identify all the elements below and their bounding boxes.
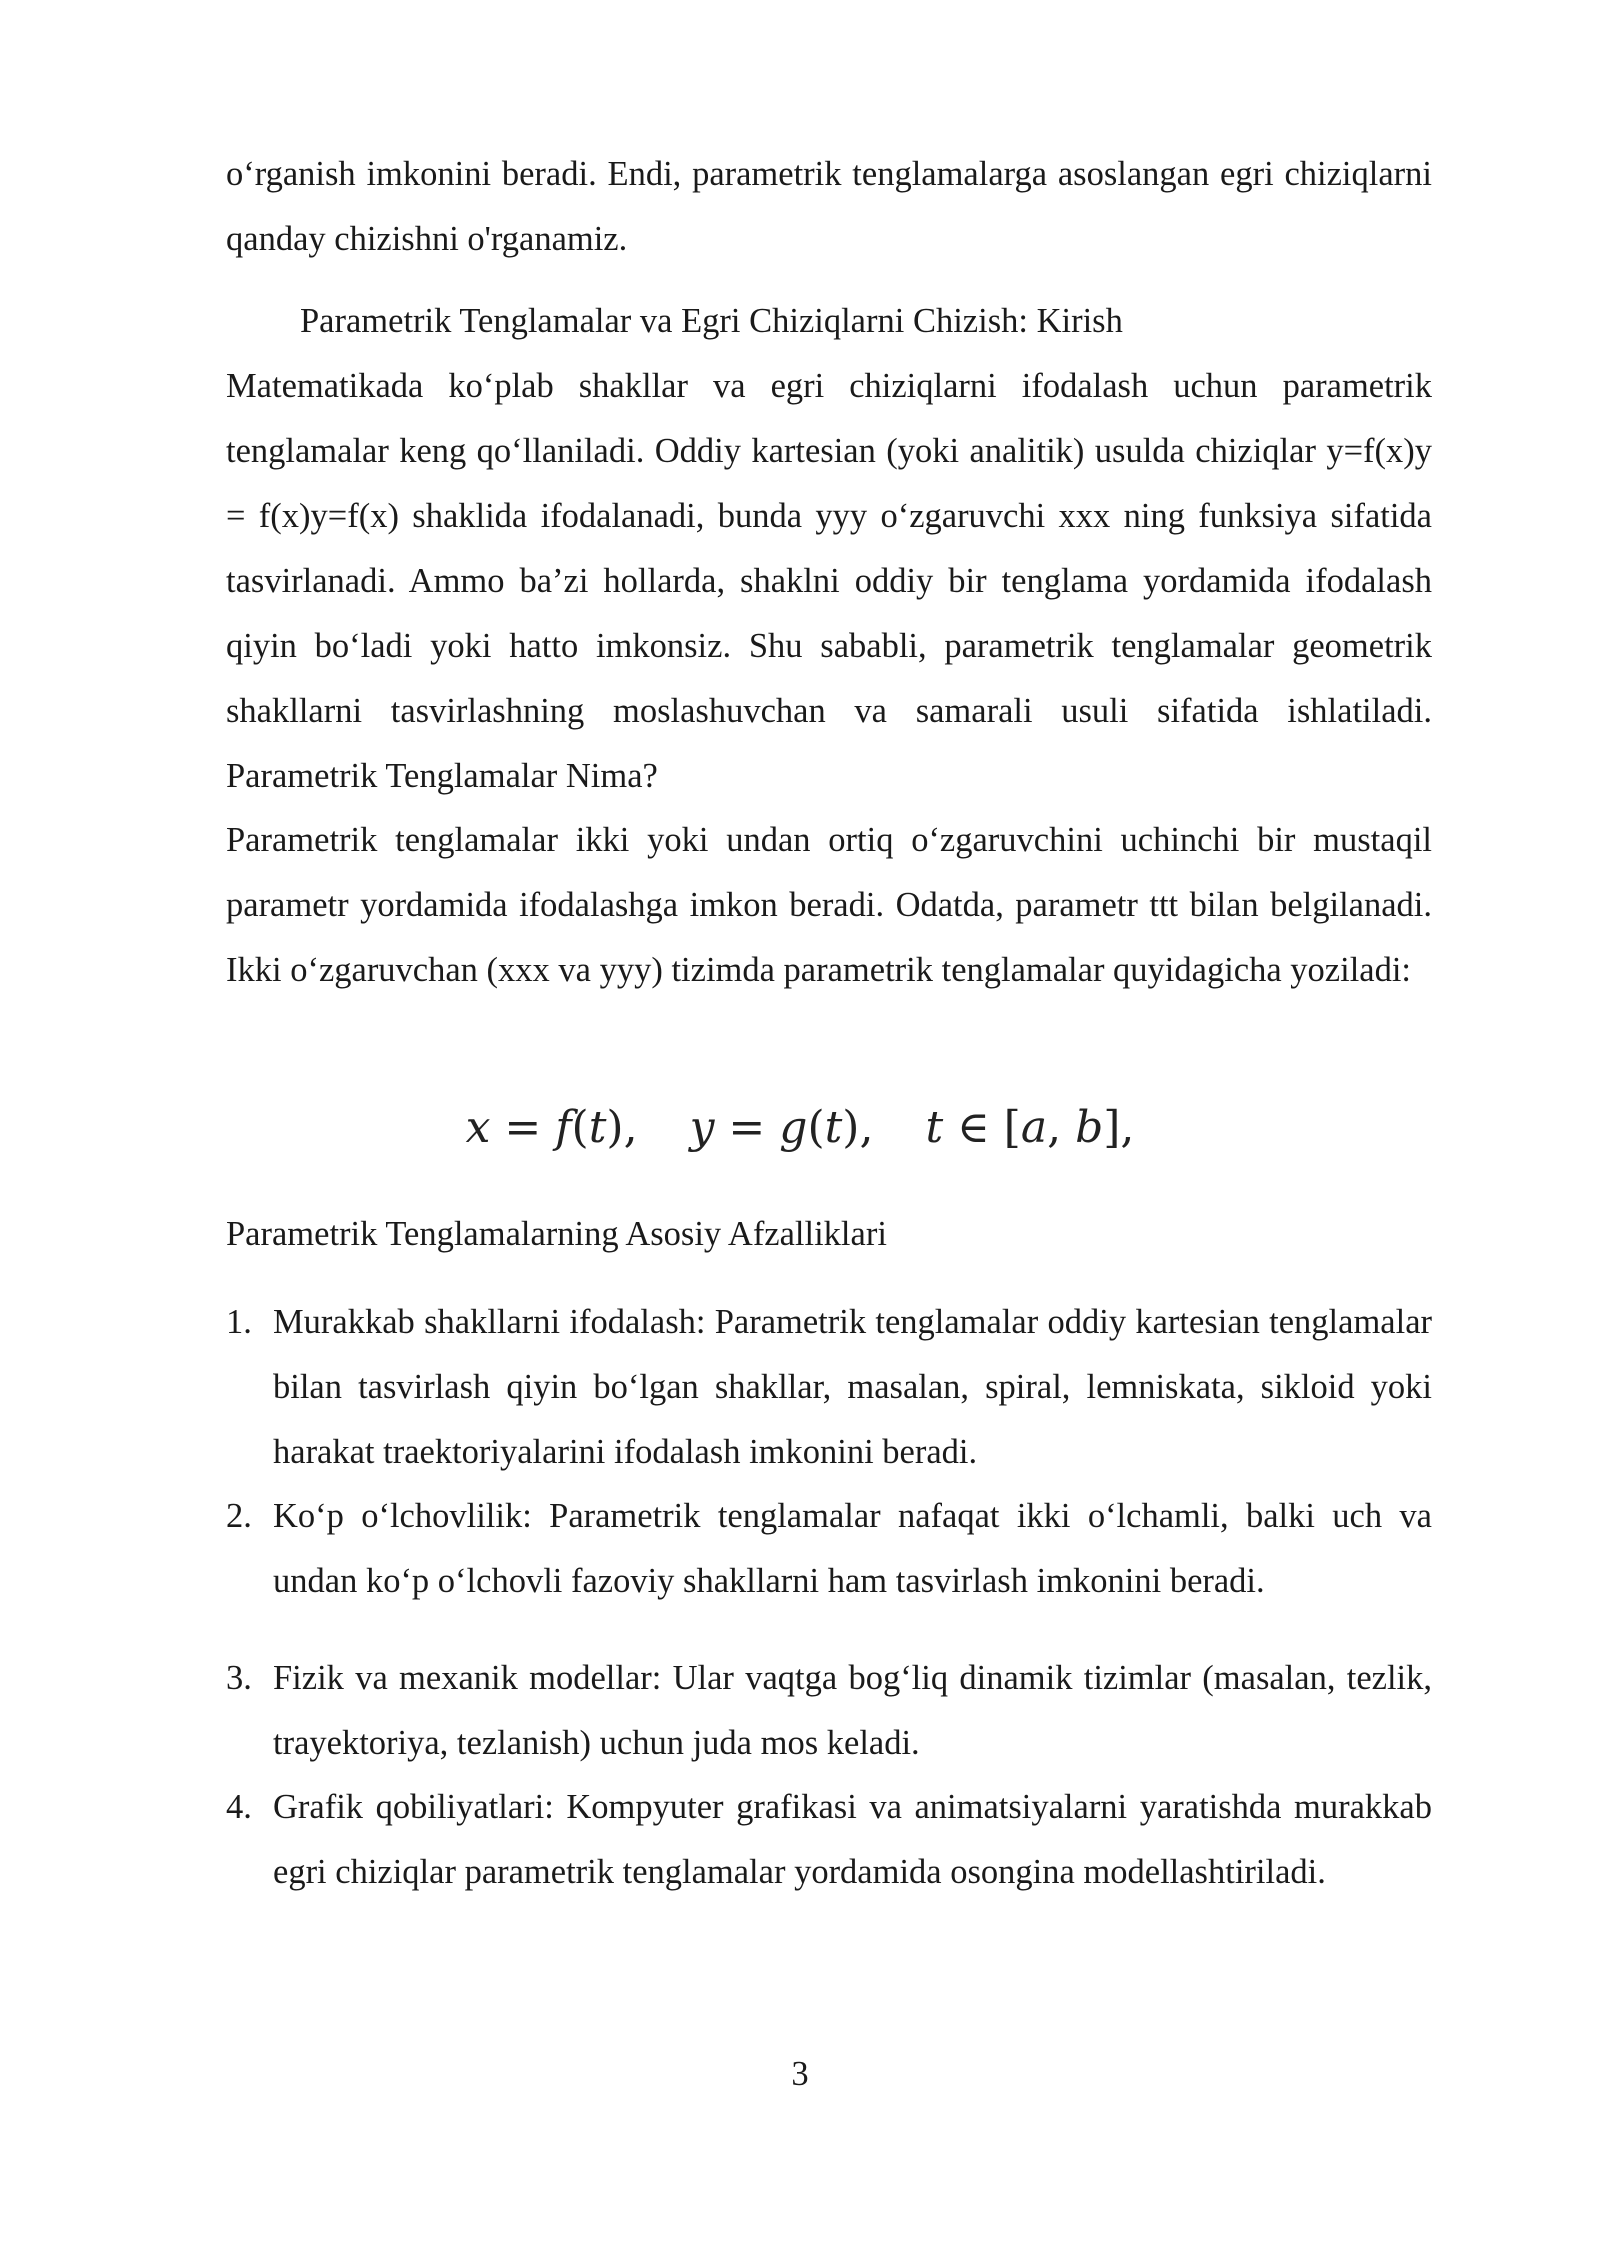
list-item-number: 4. [226,1788,252,1826]
formula-g: g [779,1102,808,1153]
page-number: 3 [791,2055,809,2093]
intro-paragraph: o‘rganish imkonini beradi. Endi, parametrik tenglamalarga asoslangan egri chiziqlarni qanday chizishni o'rganamiz. [226,155,1432,258]
formula-b: b [1075,1102,1104,1153]
formula-a: a [1020,1102,1048,1153]
formula-t-1: t [588,1102,607,1153]
list-item-number: 2. [226,1497,252,1535]
list-item-text: Murakkab shakllarni ifodalash: Parametrik tenglamalar oddiy kartesian tenglamalar bilan tasvirlash qiyin bo‘lgan shakllar, masalan, spiral, lemniskata, sikloid yoki harakat traektoriyalarini ifodalash imkonini beradi. [273,1303,1432,1471]
parametrik-paragraph: Parametrik tenglamalar ikki yoki undan ortiq o‘zgaruvchini uchinchi bir mustaqil parametr yordamida ifodalashga imkon beradi. Odatda, parametr ttt bilan belgilanadi. Ikki o‘zgaruvchan (xxx va yyy) tizimda parametrik tenglamalar quyidagicha yoziladi: [226,821,1432,989]
formula-comma: , [1047,1102,1076,1153]
list-item-number: 3. [226,1659,252,1697]
formula-t-2: t [824,1102,843,1153]
section-heading: Parametrik Tenglamalar va Egri Chiziqlarni Chizish: Kirish [300,302,1123,340]
list-item [226,1646,1432,1776]
afzalliklar-heading: Parametrik Tenglamalarning Asosiy Afzalliklari [226,1215,887,1253]
list-item-text: Grafik qobiliyatlari: Kompyuter grafikasi va animatsiyalarni yaratishda murakkab egri chiziqlar parametrik tenglamalar yordamida osongina modellashtiriladi. [273,1788,1432,1891]
list-item [226,1775,1432,1905]
list-item-number: 1. [226,1303,252,1341]
formula-eq-2: = [714,1102,780,1153]
parametric-formula [0,1098,1600,1158]
formula-x: x [465,1102,491,1153]
list-item [226,1484,1432,1614]
formula-t-3: t [925,1102,944,1153]
formula-end: ], [1103,1102,1135,1153]
formula-close-2: ), [842,1102,874,1153]
list-item-text: Fizik va mexanik modellar: Ular vaqtga bog‘liq dinamik tizimlar (masalan, tezlik, trayektoriya, tezlanish) uchun juda mos keladi. [273,1659,1432,1762]
formula-in: ∈ [ [943,1102,1021,1153]
formula-f: f [555,1102,572,1153]
formula-y: y [689,1102,715,1153]
formula-open-2: ( [807,1102,825,1153]
list-item-text: Ko‘p o‘lchovlilik: Parametrik tenglamalar nafaqat ikki o‘lchamli, balki uch va undan ko‘p o‘lchovli fazoviy shakllarni ham tasvirlash imkonini beradi. [273,1497,1432,1600]
formula-open-1: ( [571,1102,589,1153]
matematika-paragraph: Matematikada ko‘plab shakllar va egri chiziqlarni ifodalash uchun parametrik tenglamalar keng qo‘llaniladi. Oddiy kartesian (yoki analitik) usulda chiziqlar y=f(x)y = f(x)y=f(x) shaklida ifodalanadi, bunda yyy o‘zgaruvchi xxx ning funksiya sifatida tasvirlanadi. Ammo ba’zi hollarda, shaklni oddiy bir tenglama yordamida ifodalash qiyin bo‘ladi yoki hatto imkonsiz. Shu sababli, parametrik tenglamalar geometrik shakllarni tasvirlashning moslashuvchan va samarali usuli sifatida ishlatiladi. Parametrik Tenglamalar Nima? [226,367,1432,795]
formula-close-1: ), [606,1102,638,1153]
list-item [226,1290,1432,1485]
formula-eq-1: = [490,1102,556,1153]
